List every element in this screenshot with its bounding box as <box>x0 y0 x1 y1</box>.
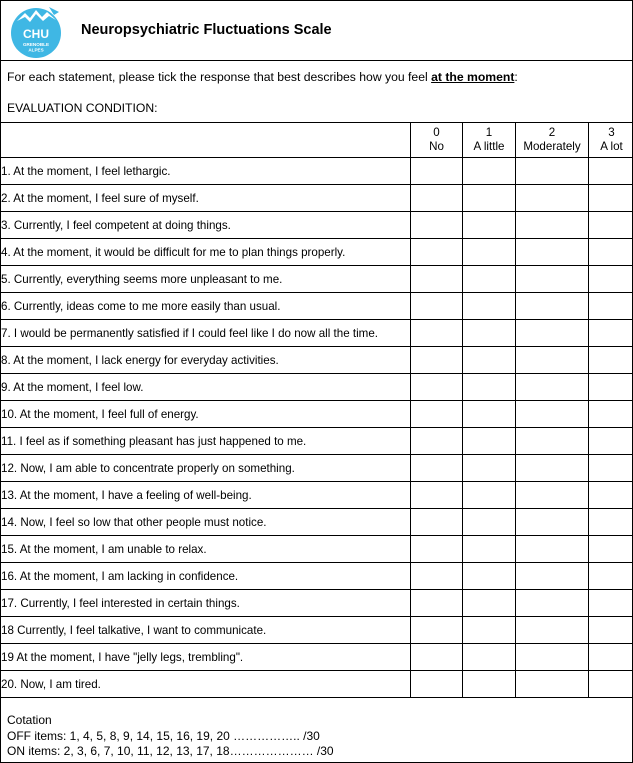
response-header-3 <box>589 123 633 158</box>
response-cell-3[interactable] <box>589 644 633 671</box>
item-statement: 8. At the moment, I lack energy for everyday activities. <box>1 347 411 374</box>
table-row <box>1 347 633 374</box>
response-cell-2[interactable] <box>516 671 589 698</box>
response-cell-0[interactable] <box>411 617 463 644</box>
table-row <box>1 185 633 212</box>
response-header-1 <box>463 123 516 158</box>
response-cell-3[interactable] <box>589 347 633 374</box>
response-cell-1[interactable] <box>463 671 516 698</box>
response-cell-1[interactable] <box>463 401 516 428</box>
response-cell-2[interactable] <box>516 347 589 374</box>
response-value: 0 <box>433 126 440 139</box>
table-row <box>1 482 633 509</box>
response-cell-0[interactable] <box>411 536 463 563</box>
response-cell-1[interactable] <box>463 482 516 509</box>
response-cell-2[interactable] <box>516 239 589 266</box>
response-cell-1[interactable] <box>463 455 516 482</box>
response-cell-3[interactable] <box>589 374 633 401</box>
response-cell-3[interactable] <box>589 293 633 320</box>
response-cell-0[interactable] <box>411 293 463 320</box>
response-cell-3[interactable] <box>589 185 633 212</box>
table-row <box>1 455 633 482</box>
response-cell-0[interactable] <box>411 347 463 374</box>
response-cell-0[interactable] <box>411 644 463 671</box>
response-cell-3[interactable] <box>589 158 633 185</box>
response-cell-0[interactable] <box>411 320 463 347</box>
logo-text: CHU <box>23 27 49 41</box>
response-cell-2[interactable] <box>516 158 589 185</box>
table-row <box>1 212 633 239</box>
response-cell-1[interactable] <box>463 374 516 401</box>
response-cell-1[interactable] <box>463 212 516 239</box>
item-statement: 11. I feel as if something pleasant has just happened to me. <box>1 428 411 455</box>
table-row <box>1 617 633 644</box>
response-cell-2[interactable] <box>516 644 589 671</box>
instructions-suffix: : <box>514 70 518 84</box>
response-cell-3[interactable] <box>589 401 633 428</box>
table-row <box>1 293 633 320</box>
response-label: A lot <box>600 140 623 153</box>
item-statement: 17. Currently, I feel interested in certain things. <box>1 590 411 617</box>
table-row <box>1 509 633 536</box>
response-cell-3[interactable] <box>589 536 633 563</box>
response-cell-2[interactable] <box>516 509 589 536</box>
response-cell-1[interactable] <box>463 509 516 536</box>
response-cell-0[interactable] <box>411 455 463 482</box>
evaluation-condition-label: EVALUATION CONDITION: <box>7 101 158 115</box>
response-cell-1[interactable] <box>463 347 516 374</box>
response-header-0 <box>411 123 463 158</box>
item-statement: 4. At the moment, it would be difficult for me to plan things properly. <box>1 239 411 266</box>
response-value: 3 <box>608 126 615 139</box>
response-cell-3[interactable] <box>589 320 633 347</box>
item-statement: 15. At the moment, I am unable to relax. <box>1 536 411 563</box>
cotation-off-items: OFF items: 1, 4, 5, 8, 9, 14, 15, 16, 19, 20 …………….. /30 <box>7 728 320 743</box>
item-statement: 9. At the moment, I feel low. <box>1 374 411 401</box>
logo-subtext-city: GRENOBLE <box>22 42 50 47</box>
response-value: 1 <box>485 126 493 139</box>
item-statement: 16. At the moment, I am lacking in confidence. <box>1 563 411 590</box>
response-cell-2[interactable] <box>516 293 589 320</box>
cotation <box>7 713 334 760</box>
response-cell-2[interactable] <box>516 563 589 590</box>
response-cell-3[interactable] <box>589 617 633 644</box>
response-cell-3[interactable] <box>589 671 633 698</box>
cotation-on-items: ON items: 2, 3, 6, 7, 10, 11, 12, 13, 17, 18………………… /30 <box>7 744 334 758</box>
table-row <box>1 536 633 563</box>
response-cell-1[interactable] <box>463 239 516 266</box>
response-cell-1[interactable] <box>463 428 516 455</box>
table-row <box>1 401 633 428</box>
response-label: A little <box>473 140 505 153</box>
response-cell-2[interactable] <box>516 428 589 455</box>
chu-grenoble-logo <box>9 4 66 59</box>
response-cell-1[interactable] <box>463 266 516 293</box>
response-cell-3[interactable] <box>589 590 633 617</box>
form-header <box>1 1 632 61</box>
table-row <box>1 158 633 185</box>
response-cell-0[interactable] <box>411 482 463 509</box>
response-cell-2[interactable] <box>516 482 589 509</box>
instructions <box>7 70 518 84</box>
response-cell-0[interactable] <box>411 671 463 698</box>
response-cell-0[interactable] <box>411 428 463 455</box>
table-row <box>1 266 633 293</box>
response-header-2 <box>516 123 589 158</box>
table-row <box>1 590 633 617</box>
response-cell-2[interactable] <box>516 185 589 212</box>
statement-header <box>1 123 411 158</box>
response-cell-0[interactable] <box>411 590 463 617</box>
response-cell-3[interactable] <box>589 239 633 266</box>
response-cell-3[interactable] <box>589 563 633 590</box>
response-cell-1[interactable] <box>463 644 516 671</box>
table-row <box>1 428 633 455</box>
response-cell-2[interactable] <box>516 590 589 617</box>
table-row <box>1 320 633 347</box>
response-cell-1[interactable] <box>463 617 516 644</box>
response-cell-1[interactable] <box>463 536 516 563</box>
response-cell-0[interactable] <box>411 185 463 212</box>
response-cell-1[interactable] <box>463 320 516 347</box>
response-cell-2[interactable] <box>516 455 589 482</box>
response-cell-0[interactable] <box>411 266 463 293</box>
response-cell-0[interactable] <box>411 374 463 401</box>
response-cell-3[interactable] <box>589 509 633 536</box>
response-cell-3[interactable] <box>589 428 633 455</box>
item-statement: 19 At the moment, I have "jelly legs, trembling". <box>1 644 411 671</box>
response-cell-1[interactable] <box>463 158 516 185</box>
response-cell-2[interactable] <box>516 617 589 644</box>
item-statement: 1. At the moment, I feel lethargic. <box>1 158 411 185</box>
response-cell-3[interactable] <box>589 482 633 509</box>
table-row <box>1 671 633 698</box>
item-statement: 13. At the moment, I have a feeling of well-being. <box>1 482 411 509</box>
response-label: Moderately <box>523 140 581 153</box>
response-cell-0[interactable] <box>411 401 463 428</box>
response-cell-1[interactable] <box>463 293 516 320</box>
response-cell-2[interactable] <box>516 212 589 239</box>
response-cell-2[interactable] <box>516 401 589 428</box>
item-statement: 14. Now, I feel so low that other people must notice. <box>1 509 411 536</box>
instructions-emphasis: at the moment <box>431 70 515 84</box>
table-row <box>1 644 633 671</box>
response-value: 2 <box>548 126 556 139</box>
cotation-title: Cotation <box>7 713 52 727</box>
response-cell-2[interactable] <box>516 536 589 563</box>
item-statement: 20. Now, I am tired. <box>1 671 411 698</box>
item-statement: 3. Currently, I feel competent at doing things. <box>1 212 411 239</box>
item-statement: 7. I would be permanently satisfied if I could feel like I do now all the time. <box>1 320 411 347</box>
response-cell-2[interactable] <box>516 374 589 401</box>
response-cell-2[interactable] <box>516 320 589 347</box>
response-cell-3[interactable] <box>589 212 633 239</box>
item-statement: 18 Currently, I feel talkative, I want to communicate. <box>1 617 411 644</box>
item-statement: 12. Now, I am able to concentrate properly on something. <box>1 455 411 482</box>
response-cell-3[interactable] <box>589 455 633 482</box>
response-cell-2[interactable] <box>516 266 589 293</box>
table-row <box>1 374 633 401</box>
response-cell-1[interactable] <box>463 590 516 617</box>
response-cell-3[interactable] <box>589 266 633 293</box>
item-rows <box>1 158 633 698</box>
item-statement: 5. Currently, everything seems more unpleasant to me. <box>1 266 411 293</box>
response-cell-0[interactable] <box>411 563 463 590</box>
table-row <box>1 239 633 266</box>
item-statement: 2. At the moment, I feel sure of myself. <box>1 185 411 212</box>
item-statement: 10. At the moment, I feel full of energy. <box>1 401 411 428</box>
instructions-text: For each statement, please tick the response that best describes how you feel <box>7 70 432 84</box>
response-cell-0[interactable] <box>411 212 463 239</box>
form-title: Neuropsychiatric Fluctuations Scale <box>81 22 332 38</box>
response-cell-0[interactable] <box>411 509 463 536</box>
table-row <box>1 563 633 590</box>
response-cell-0[interactable] <box>411 239 463 266</box>
response-cell-1[interactable] <box>463 563 516 590</box>
header-row <box>1 123 633 158</box>
item-statement: 6. Currently, ideas come to me more easily than usual. <box>1 293 411 320</box>
items-table <box>0 122 633 698</box>
response-cell-0[interactable] <box>411 158 463 185</box>
response-cell-1[interactable] <box>463 185 516 212</box>
logo-subtext-region: ALPES <box>28 47 44 53</box>
response-label: No <box>429 140 444 153</box>
